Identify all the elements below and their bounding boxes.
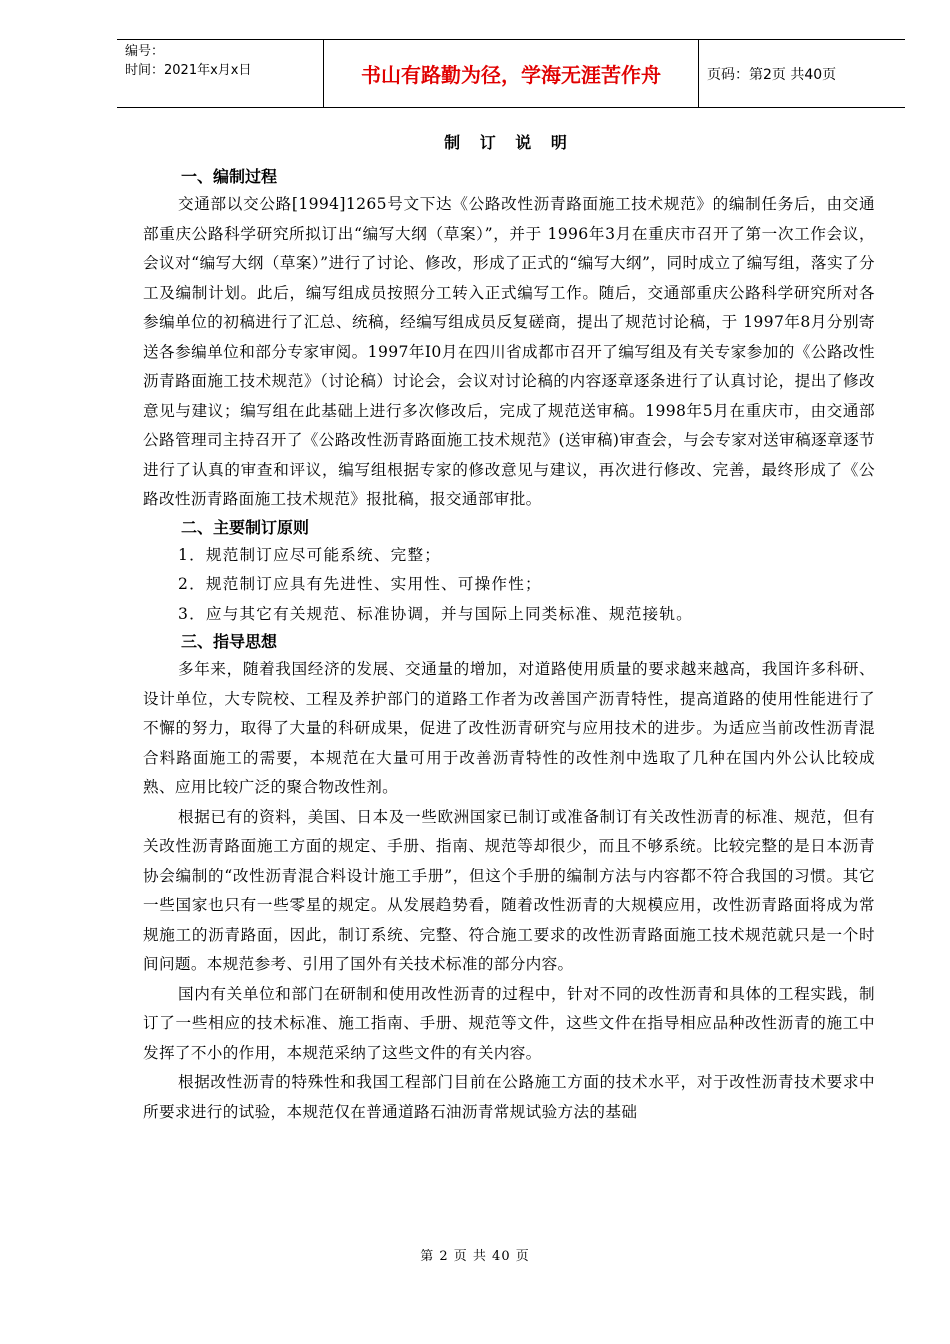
page-footer: 第 2 页 共 40 页 [420,1249,530,1264]
section-3-paragraph-1: 多年来，随着我国经济的发展、交通量的增加，对道路使用质量的要求越来越高，我国许多科研、设计单位，大专院校、工程及养护部门的道路工作者为改善国产沥青特性，提高道路的使用性能进行了不懈的努力，取得了大量的科研成果，促进了改性沥青研究与应用技术的进步。为适应当前改性沥青混合料路面施工的需要，本规范在大量可用于改善沥青特性的改性剂中选取了几种在国内外公认比较成熟、应用比较广泛的聚合物改性剂。 [143,660,875,796]
page-header [117,39,905,108]
header-meta [117,40,324,108]
principle-item-3: 3．应与其它有关规范、标准协调，并与国际上同类标准、规范接轨。 [178,604,693,623]
section-heading-2: 二、主要制订原则 [181,517,310,537]
document-body [143,130,875,1127]
document-title: 制 订 说 明 [444,133,574,152]
number-label: 编号： [125,44,165,59]
principle-item-1: 1．规范制订应尽可能系统、完整； [178,545,442,564]
section-heading-3: 三、指导思想 [181,632,278,651]
section-3-paragraph-3: 国内有关单位和部门在研制和使用改性沥青的过程中，针对不同的改性沥青和具体的工程实践，制订了一些相应的技术标准、施工指南、手册、规范等文件，这些文件在指导相应品种改性沥青的施工中发挥了不小的作用，本规范采纳了这些文件的有关内容。 [143,984,875,1062]
principle-item-2: 2．规范制订应具有先进性、实用性、可操作性； [178,575,542,593]
time-label: 时间：2021年x月x日 [125,63,252,78]
section-heading-1: 一、编制过程 [181,167,278,186]
header-page-label: 页码：第2页 共40页 [699,40,906,108]
section-3-paragraph-2: 根据已有的资料，美国、日本及一些欧洲国家已制订或准备制订有关改性沥青的标准、规范，但有关改性沥青路面施工方面的规定、手册、指南、规范等却很少，而且不够系统。比较完整的是日本沥青协会编制的“改性沥青混合料设计施工手册”，但这个手册的编制方法与内容都不符合我国的习惯。其它一些国家也只有一些零星的规定。从发展趋势看，随着改性沥青的大规模应用，改性沥青路面将成为常规施工的沥青路面，因此，制订系统、完整、符合施工要求的改性沥青路面施工技术规范就只是一个时间问题。本规范参考、引用了国外有关技术标准的部分内容。 [143,807,875,973]
section-1-paragraph: 交通部以交公路[1994]1265号文下达《公路改性沥青路面施工技术规范》的编制任务后，由交通部重庆公路科学研究所拟订出“编写大纲（草案）”，并于 1996年3月在重庆市召开了第一次工作会议，会议对“编写大纲（草案）”进行了讨论、修改，形成了正式的“编写大纲”，同时成立了编写组，落实了分工及编制计划。此后，编写组成员按照分工转入正式编写工作。随后，交通部重庆公路科学研究所对各参编单位的初稿进行了汇总、统稿，经编写组成员反复磋商，提出了规范讨论稿，于 1997年8月分别寄送各参编单位和部分专家审阅。1997年I0月在四川省成都市召开了编写组及有关专家参加的《公路改性沥青路面施工技术规范》（讨论稿）讨论会，会议对讨论稿的内容逐章逐条进行了认真讨论，提出了修改意见与建议；编写组在此基础上进行多次修改后，完成了规范送审稿。1998年5月在重庆市，由交通部公路管理司主持召开了《公路改性沥青路面施工技术规范》(送审稿)审查会，与会专家对送审稿逐章逐节进行了认真的审查和评议，编写组根据专家的修改意见与建议，再次进行修改、完善，最终形成了《公路改性沥青路面施工技术规范》报批稿，报交通部审批。 [143,195,875,508]
section-3-paragraph-4: 根据改性沥青的特殊性和我国工程部门目前在公路施工方面的技术水平，对于改性沥青技术要求中所要求进行的试验，本规范仅在普通道路石油沥青常规试验方法的基础 [143,1073,875,1121]
header-motto: 书山有路勤为径，学海无涯苦作舟 [324,40,699,108]
